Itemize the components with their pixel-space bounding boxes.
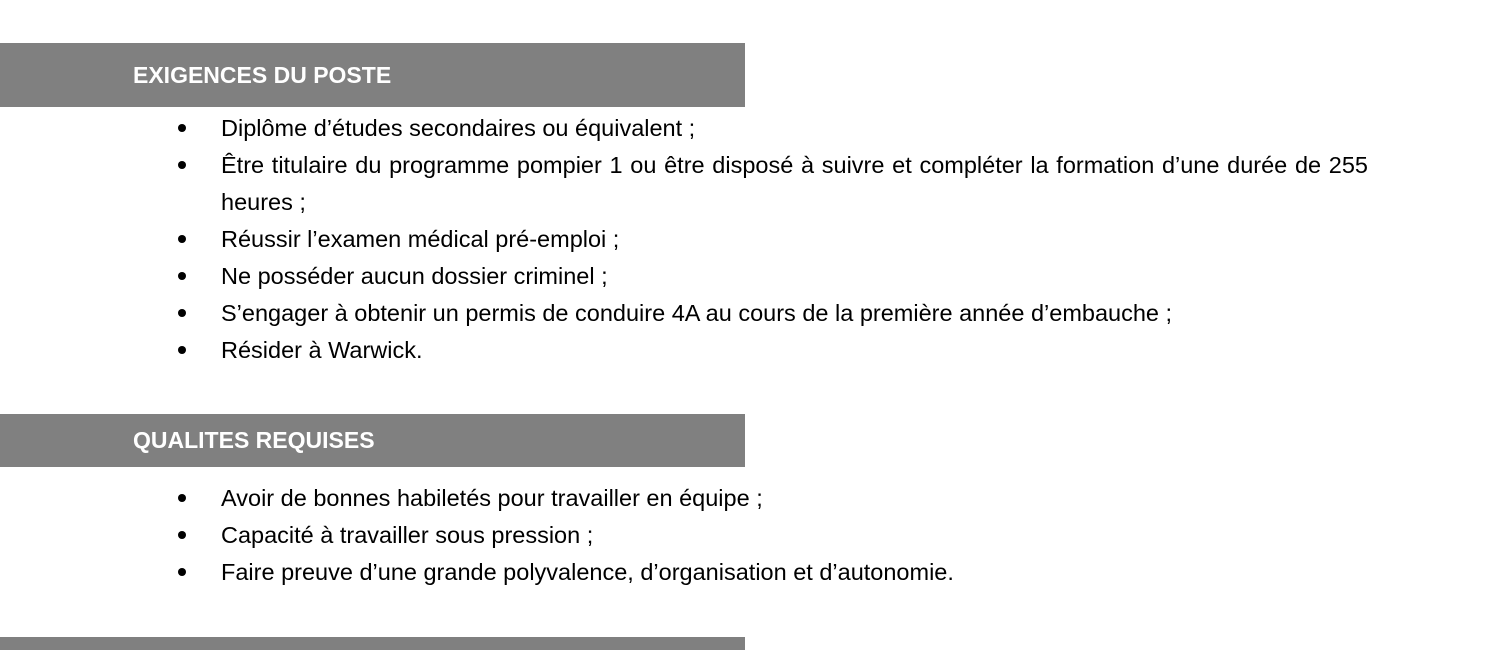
list-item	[0, 110, 1368, 147]
list-item	[0, 332, 1368, 369]
list-item-text: Avoir de bonnes habiletés pour travailler en équipe ;	[221, 485, 763, 511]
list-item	[0, 554, 1368, 591]
list-item	[0, 480, 1368, 517]
bullet-icon	[178, 568, 186, 576]
list-item-text: Capacité à travailler sous pression ;	[221, 522, 594, 548]
section-title: QUALITES REQUISES	[133, 427, 375, 453]
bullet-icon	[178, 309, 186, 317]
bullet-icon	[178, 531, 186, 539]
list-item	[0, 295, 1368, 332]
list-item-text: Réussir l’examen médical pré-emploi ;	[221, 226, 620, 252]
list-item-text: Ne posséder aucun dossier criminel ;	[221, 263, 608, 289]
bullet-icon	[178, 161, 186, 169]
list-item	[0, 258, 1368, 295]
list-item-text: Être titulaire du programme pompier 1 ou être disposé à suivre et compléter la formation d’une durée de 255 heures ;	[221, 152, 1368, 215]
section-header-qualites	[0, 414, 745, 467]
qualities-list	[0, 480, 1500, 591]
list-item	[0, 517, 1368, 554]
list-item-text: Résider à Warwick.	[221, 337, 423, 363]
bullet-icon	[178, 235, 186, 243]
section-title: EXIGENCES DU POSTE	[133, 61, 392, 88]
requirements-list	[0, 110, 1500, 369]
bullet-icon	[178, 494, 186, 502]
section-header-partial	[0, 637, 745, 650]
list-item	[0, 147, 1368, 221]
bullet-icon	[178, 124, 186, 132]
section-header-exigences	[0, 43, 745, 107]
bullet-icon	[178, 272, 186, 280]
list-item	[0, 221, 1368, 258]
list-item-text: Faire preuve d’une grande polyvalence, d’organisation et d’autonomie.	[221, 559, 954, 585]
list-item-text: S’engager à obtenir un permis de conduire 4A au cours de la première année d’embauche ;	[221, 300, 1173, 326]
bullet-icon	[178, 346, 186, 354]
list-item-text: Diplôme d’études secondaires ou équivalent ;	[221, 115, 696, 141]
